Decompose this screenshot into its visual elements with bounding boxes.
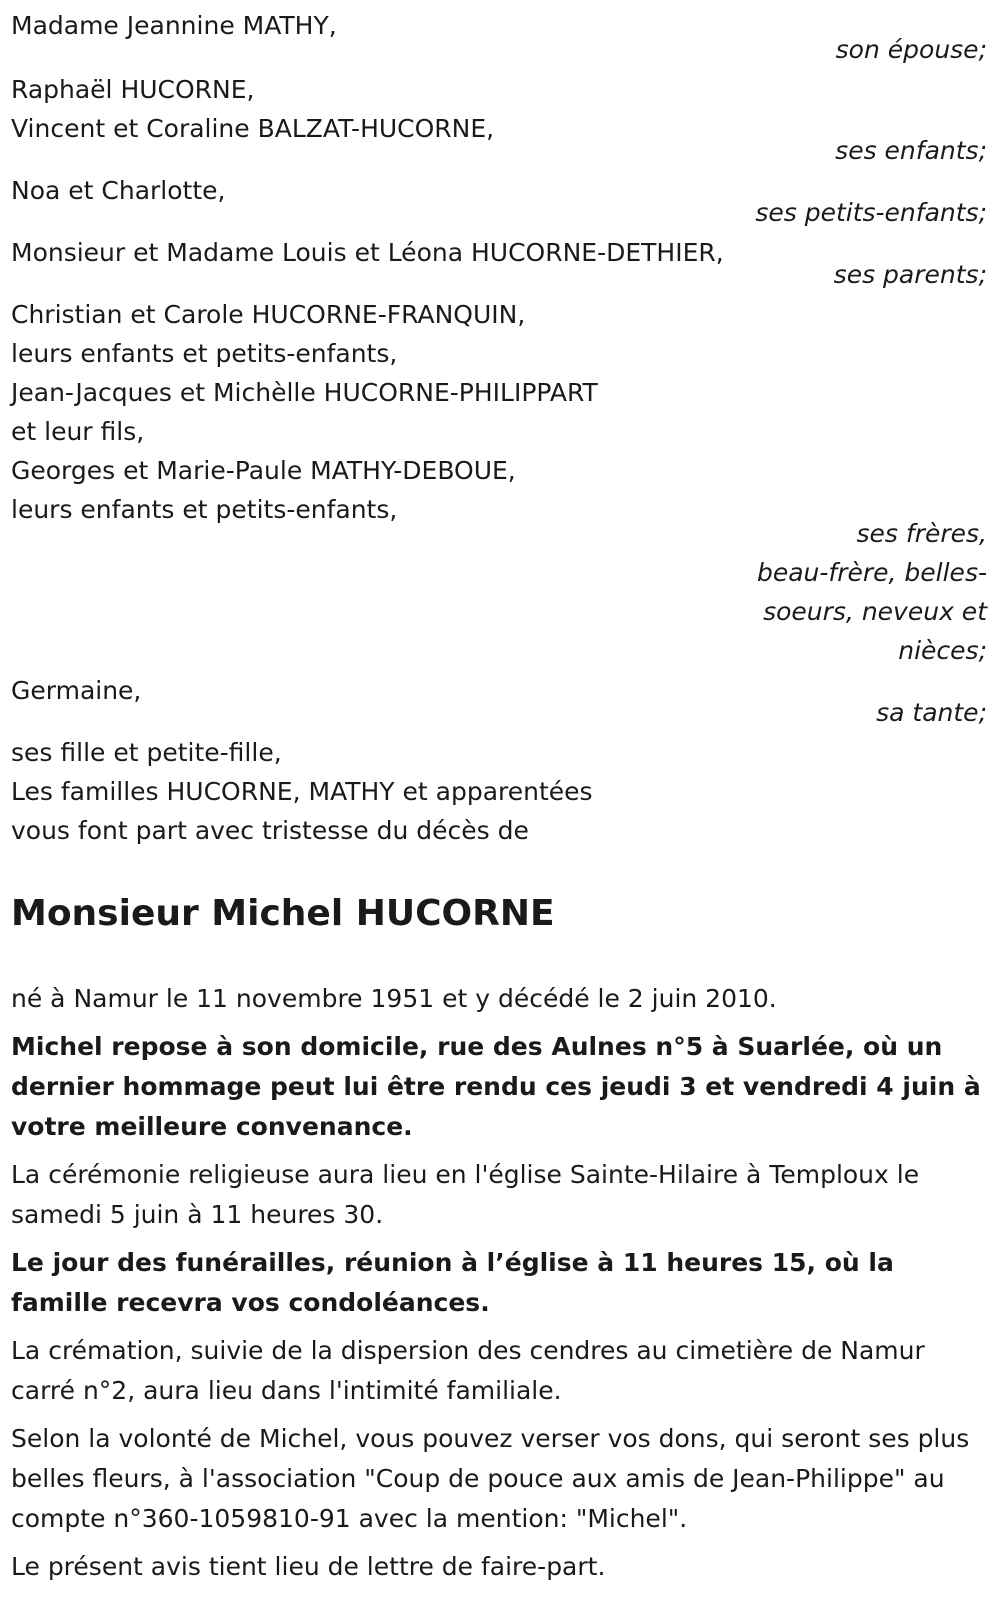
grandchildren-role: ses petits-enfants; [755,198,987,227]
spouse-name: Madame Jeannine MATHY, [11,11,337,40]
sibling-line: et leur fils, [11,417,145,446]
siblings-role-line: beau-frère, belles- [756,558,987,587]
siblings-role-line: ses frères, [856,519,987,548]
sibling-line: Georges et Marie-Paule MATHY-DEBOUE, [11,456,516,485]
children-role: ses enfants; [835,136,987,165]
ceremony-text: La cérémonie religieuse aura lieu en l'église Sainte-Hilaire à Temploux le samedi 5 juin à 11 heures 30. [11,1160,920,1229]
grandchildren-name: Noa et Charlotte, [11,176,226,205]
siblings-role-line: soeurs, neveux et [763,597,987,626]
siblings-role-line: nièces; [898,636,987,665]
closing-line: ses fille et petite-fille, [11,738,282,767]
child-name: Raphaël HUCORNE, [11,75,255,104]
sibling-line: leurs enfants et petits-enfants, [11,495,398,524]
aunt-role: sa tante; [876,698,987,727]
spouse-role: son épouse; [835,35,987,64]
sibling-line: leurs enfants et petits-enfants, [11,339,398,368]
closing-line: vous font part avec tristesse du décès de [11,816,529,845]
repose-text: Michel repose à son domicile, rue des Aulnes n°5 à Suarlée, où un dernier hommage peut lui être rendu ces jeudi 3 et vendredi 4 juin à votre meilleure convenance. [11,1032,981,1141]
donations-text: Selon la volonté de Michel, vous pouvez verser vos dons, qui seront ses plus belles fleurs, à l'association "Coup de pouce aux amis de Jean-Philippe" au compte n°360-1059810-91 avec la mention: "Michel". [11,1424,970,1533]
cremation-text: La crémation, suivie de la dispersion des cendres au cimetière de Namur carré n°2, aura lieu dans l'intimité familiale. [11,1336,925,1405]
sibling-line: Christian et Carole HUCORNE-FRANQUIN, [11,300,526,329]
closing-line: Les familles HUCORNE, MATHY et apparentées [11,777,593,806]
parents-name: Monsieur et Madame Louis et Léona HUCORNE-DETHIER, [11,238,724,267]
deceased-name: Monsieur Michel HUCORNE [11,893,555,934]
notice-text: Le présent avis tient lieu de lettre de faire-part. [11,1552,606,1581]
child-name: Vincent et Coraline BALZAT-HUCORNE, [11,114,495,143]
birth-death-text: né à Namur le 11 novembre 1951 et y décédé le 2 juin 2010. [11,984,777,1013]
parents-role: ses parents; [833,260,987,289]
sibling-line: Jean-Jacques et Michèlle HUCORNE-PHILIPPART [11,378,598,407]
funeral-day-text: Le jour des funérailles, réunion à l’église à 11 heures 15, où la famille recevra vos condoléances. [11,1248,894,1317]
aunt-name: Germaine, [11,676,142,705]
family-section [11,6,988,851]
details-section [11,979,988,1587]
